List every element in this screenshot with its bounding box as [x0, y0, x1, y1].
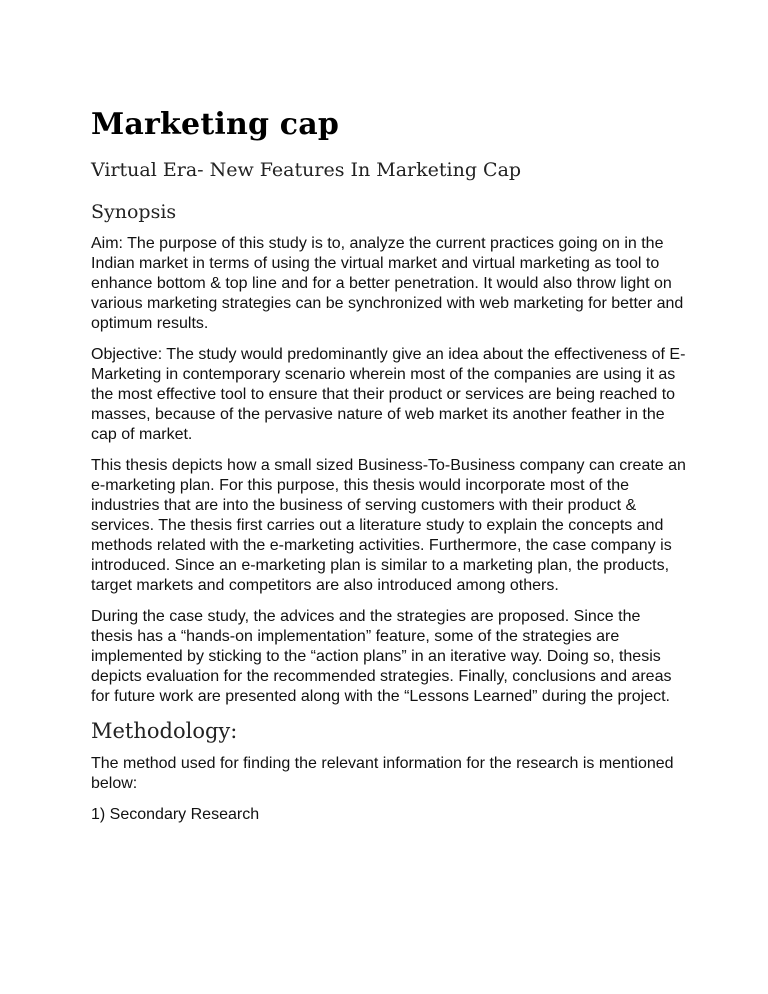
paragraph-case-study: During the case study, the advices and the strategies are proposed. Since the thesis has a “hands-on implementation” feature, some of the strategies are implemented by sticking to the “action plans” in an iterative way. Doing so, thesis depicts evaluation for the recommended strategies. Finally, conclusions and areas for future work are presented along with the “Lessons Learned” during the project. — [91, 608, 672, 705]
paragraph-methodology-intro: The method used for finding the relevant information for the research is mentioned below: — [91, 755, 674, 792]
synopsis-heading: Synopsis — [91, 201, 177, 223]
paragraph-objective: Objective: The study would predominantly give an idea about the effectiveness of E-Marketing in contemporary scenario wherein most of the companies are using it as the most effective tool to ensure that their product or services are being reached to masses, because of the pervasive nature of web market its another feather in the cap of market. — [91, 346, 686, 443]
document-page — [91, 105, 686, 836]
paragraph-aim: Aim: The purpose of this study is to, analyze the current practices going on in the Indian market in terms of using the virtual market and virtual marketing as tool to enhance bottom & top line and for a better penetration. It would also throw light on various marketing strategies can be synchronized with web marketing for better and optimum results. — [91, 235, 684, 332]
paragraph-thesis-overview: This thesis depicts how a small sized Business-To-Business company can create an e-marketing plan. For this purpose, this thesis would incorporate most of the industries that are into the business of serving customers with their product & services. The thesis first carries out a literature study to explain the concepts and methods related with the e-marketing activities. Furthermore, the case company is introduced. Since an e-marketing plan is similar to a marketing plan, the products, target markets and competitors are also introduced among others. — [91, 457, 686, 594]
methodology-heading: Methodology: — [91, 719, 238, 743]
list-item-secondary-research: 1) Secondary Research — [91, 806, 260, 823]
document-title: Marketing cap — [91, 107, 340, 142]
document-subtitle: Virtual Era- New Features In Marketing Cap — [91, 159, 522, 181]
